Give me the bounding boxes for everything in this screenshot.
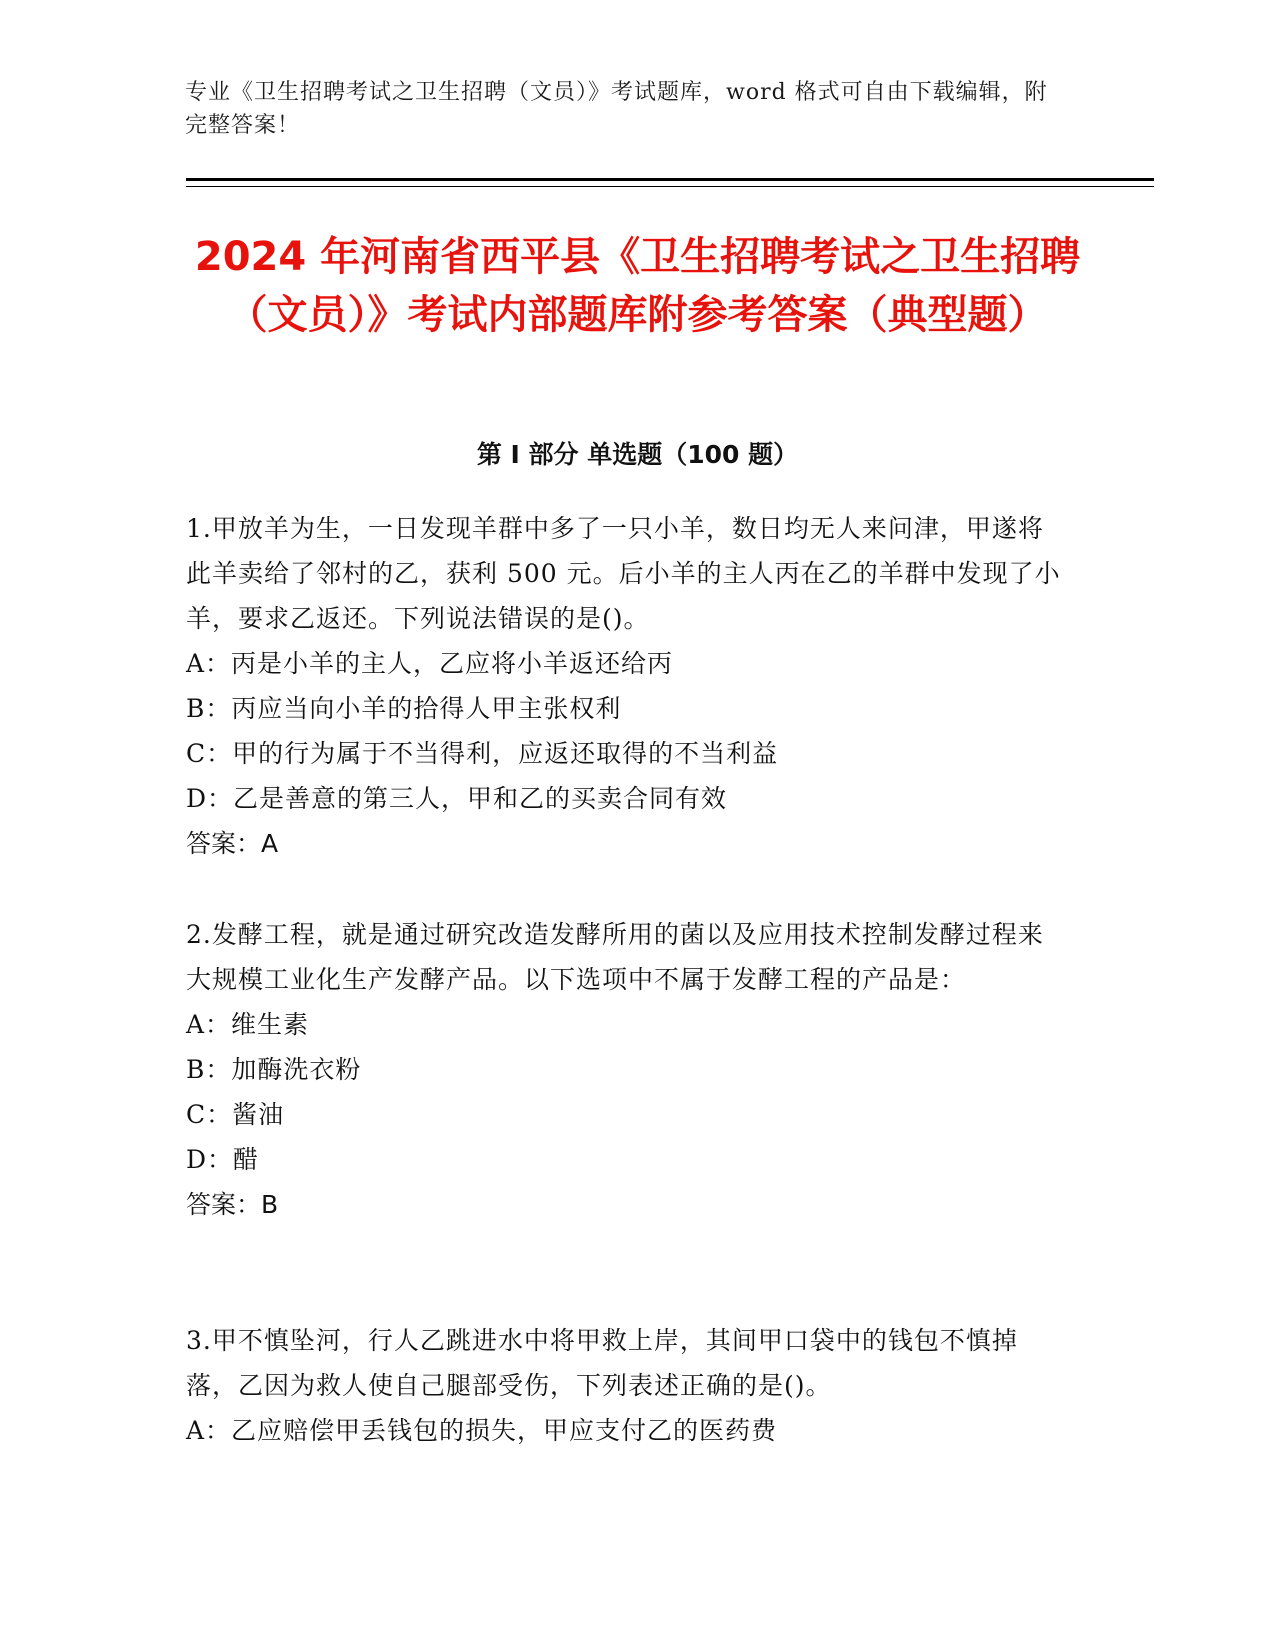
option-b: B：加酶洗衣粉 (186, 1055, 362, 1084)
option-d: D：乙是善意的第三人，甲和乙的买卖合同有效 (186, 784, 728, 813)
option-d: D：醋 (186, 1145, 260, 1174)
option-c: C：甲的行为属于不当得利，应返还取得的不当利益 (186, 739, 779, 768)
option-a: A：维生素 (186, 1010, 310, 1039)
question-stem: 2.发酵工程，就是通过研究改造发酵所用的菌以及应用技术控制发酵过程来大规模工业化生产发酵产品。以下选项中不属于发酵工程的产品是： (186, 920, 1044, 994)
header-rule-thick (186, 178, 1154, 181)
header-note: 专业《卫生招聘考试之卫生招聘（文员）》考试题库，word 格式可自由下载编辑，附完整答案！ (185, 80, 1048, 138)
answer-label: 答案：A (186, 829, 279, 858)
option-a: A：丙是小羊的主人，乙应将小羊返还给丙 (186, 649, 674, 678)
question-stem: 1.甲放羊为生，一日发现羊群中多了一只小羊，数日均无人来问津，甲遂将此羊卖给了邻村的乙，获利 500 元。后小羊的主人丙在乙的羊群中发现了小羊，要求乙返还。下列说法错误的是()。 (186, 514, 1061, 633)
question-3 (186, 1318, 1066, 1453)
option-b: B：丙应当向小羊的拾得人甲主张权利 (186, 694, 622, 723)
section-heading: 第 I 部分 单选题（100 题） (476, 440, 799, 469)
question-stem: 3.甲不慎坠河，行人乙跳进水中将甲救上岸，其间甲口袋中的钱包不慎掉落，乙因为救人使自己腿部受伤，下列表述正确的是()。 (186, 1326, 1018, 1400)
document-title: 2024 年河南省西平县《卫生招聘考试之卫生招聘（文员）》考试内部题库附参考答案（典型题） (194, 234, 1081, 338)
option-c: C：酱油 (186, 1100, 285, 1129)
question-1 (186, 506, 1066, 866)
header-rule-thin (186, 186, 1154, 187)
question-2 (186, 912, 1066, 1227)
answer-label: 答案：B (186, 1190, 279, 1219)
option-a: A：乙应赔偿甲丢钱包的损失，甲应支付乙的医药费 (186, 1416, 778, 1445)
